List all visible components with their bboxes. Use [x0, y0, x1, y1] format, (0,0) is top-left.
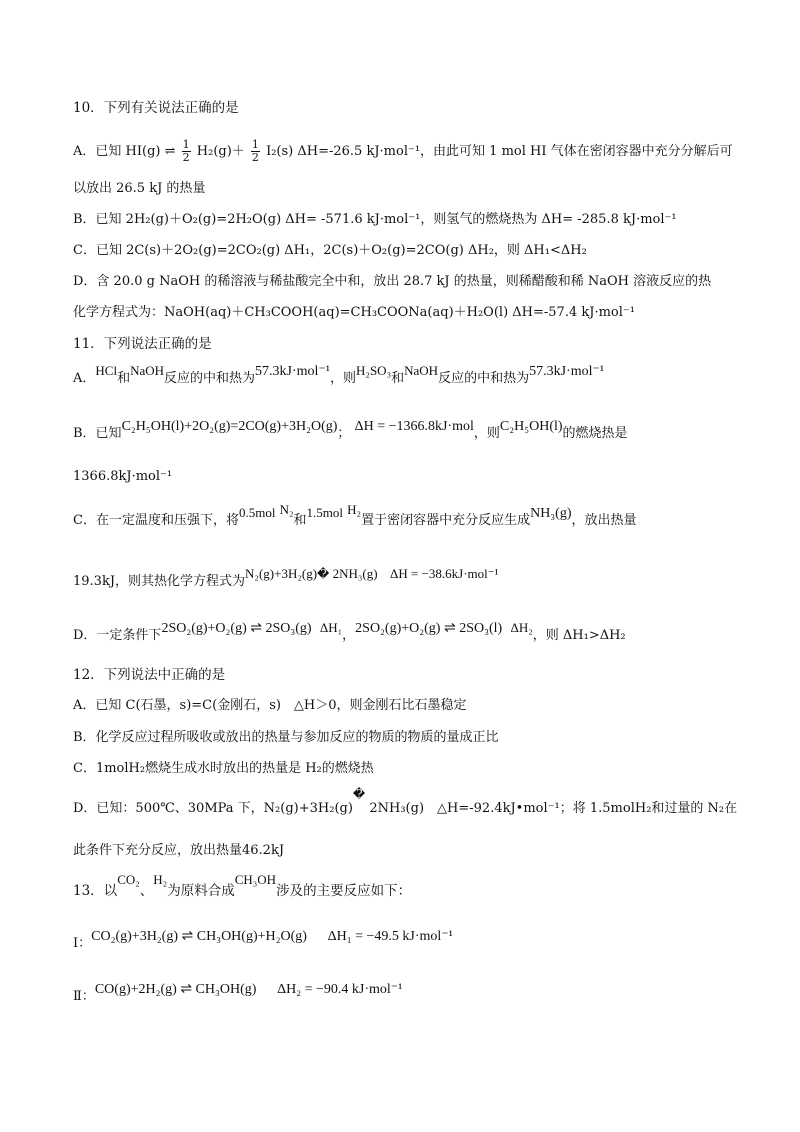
- q12-d-pre: D．已知：500℃、30MPa 下，N₂(g)+3H₂(g): [73, 801, 353, 816]
- q11-b-then: ，则: [473, 426, 500, 441]
- q10-a-continued: 以放出 26.5 kJ 的热量: [73, 181, 206, 196]
- value-neutralization-heat: 57.3kJ·mol⁻¹: [529, 364, 605, 379]
- q11-option-b: [73, 419, 628, 443]
- q10-a-pre: A．已知 HI(g) ⇌: [73, 144, 180, 159]
- q10-a-mid1: H₂(g)＋: [196, 144, 245, 159]
- q13-stem-text3: 涉及的主要反应如下：: [276, 883, 412, 899]
- frac-den: 2: [251, 151, 259, 164]
- enthalpy-symbol: ΔH₂: [510, 620, 533, 635]
- q12-stem: 12．下列说法中正确的是: [73, 667, 226, 683]
- formula-ethanol: C₂H₅OH(l): [499, 419, 563, 434]
- q11-c-and: 和: [293, 513, 307, 528]
- amount-h2: 1.5mol: [306, 505, 343, 520]
- q10-a-mid2: I₂(s) ΔH=-26.5 kJ·mol⁻¹，由此可知 1 mol HI 气体在密闭容器中充分分解后可: [266, 144, 733, 159]
- q11-b-text: 的燃烧热是: [562, 426, 628, 441]
- amount-n2: 0.5mol: [238, 505, 276, 520]
- q11-c-cont-text: 19.3kJ，则其热化学方程式为: [73, 574, 246, 589]
- unknown-glyph: �: [352, 787, 366, 801]
- q11-a-label: A．: [73, 371, 96, 386]
- equation-so3-gas: 2SO₂(g)+O₂(g) ⇌ 2SO₃(g): [161, 621, 312, 636]
- formula-hcl: HCl: [95, 363, 118, 378]
- q12-d-post: 2NH₃(g) △H=-92.4kJ•mol⁻¹；将 1.5molH₂和过量的 N₂在: [365, 801, 738, 816]
- q11-c-continued: [73, 566, 499, 591]
- enthalpy-value: ΔH₂ = −90.4 kJ·mol⁻¹: [277, 982, 403, 997]
- q10-d-continued: 化学方程式为：NaOH(aq)＋CH₃COOH(aq)=CH₃COONa(aq)＋H₂O(l) ΔH=-57.4 kJ·mol⁻¹: [73, 305, 635, 320]
- q10-option-d: D．含 20.0 g NaOH 的稀溶液与稀盐酸完全中和，放出 28.7 kJ 的热量，则稀醋酸和稀 NaOH 溶液反应的热: [73, 274, 712, 289]
- q10-option-b: B．已知 2H₂(g)＋O₂(g)=2H₂O(g) ΔH= -571.6 kJ·mol⁻¹，则氢气的燃烧热为 ΔH= -285.8 kJ·mol⁻¹: [73, 212, 677, 227]
- separator: ，: [342, 628, 356, 643]
- q12-option-a: A．已知 C(石墨，s)=C(金刚石，s) △H＞0，则金刚石比石墨稳定: [73, 698, 467, 713]
- q13-stem-text: 13．以: [73, 883, 118, 899]
- fraction-half: [251, 139, 260, 164]
- q12-option-d: [73, 787, 738, 818]
- value-neutralization-heat: 57.3kJ·mol⁻¹: [255, 364, 331, 379]
- separator: 、: [139, 883, 154, 899]
- equation-ammonia: N₂(g)+3H₂(g): [245, 566, 318, 581]
- formula-n2: N₂: [279, 502, 294, 517]
- formula-naoh: NaOH: [130, 363, 165, 378]
- q11-c-text: 置于密闭容器中充分反应生成: [361, 513, 531, 528]
- q11-c-text2: ，放出热量: [571, 513, 637, 528]
- frac-num: 1: [251, 138, 259, 151]
- q11-a-then: ，则: [330, 371, 357, 386]
- q13-stem: [73, 872, 412, 900]
- separator: ；: [337, 426, 351, 441]
- equation-ammonia-product: 2NH₃(g): [329, 566, 378, 581]
- q11-c-label: C．在一定温度和压强下，将: [73, 513, 239, 528]
- formula-h2: H₂: [347, 502, 362, 517]
- q13-reaction-2: [73, 982, 403, 1006]
- q12-d-continued: 此条件下充分反应，放出热量46.2kJ: [73, 843, 285, 858]
- q10-option-c: C．已知 2C(s)＋2O₂(g)=2CO₂(g) ΔH₁，2C(s)＋O₂(g)=2CO(g) ΔH₂，则 ΔH₁<ΔH₂: [73, 243, 587, 258]
- q11-a-and2: 和: [391, 371, 405, 386]
- frac-den: 2: [182, 151, 190, 164]
- equation-co2-hydrogenation: CO₂(g)+3H₂(g) ⇌ CH₃OH(g)+H₂O(g): [91, 929, 307, 944]
- enthalpy-value: ΔH = −1366.8kJ·mol: [354, 419, 474, 434]
- formula-h2so3: H₂SO₃: [356, 363, 392, 378]
- q11-option-c: [73, 502, 637, 530]
- q12-option-c: C．1molH₂燃烧生成水时放出的热量是 H₂的燃烧热: [73, 761, 374, 776]
- formula-h2: H₂: [153, 872, 168, 887]
- q11-b-continued: 1366.8kJ·mol⁻¹: [73, 469, 173, 484]
- q11-a-text2: 反应的中和热为: [438, 371, 530, 386]
- formula-naoh: NaOH: [404, 363, 439, 378]
- q12-option-b: B．化学反应过程所吸收或放出的热量与参加反应的物质的物质的量成正比: [73, 730, 499, 745]
- equation-ethanol-combustion: C₂H₅OH(l)+2O₂(g)=2CO(g)+3H₂O(g): [121, 419, 338, 434]
- enthalpy-symbol: ΔH₁: [319, 620, 343, 635]
- formula-nh3: NH₃(g): [530, 506, 572, 521]
- enthalpy-value: ΔH₁ = −49.5 kJ·mol⁻¹: [327, 929, 453, 944]
- equation-so3-liquid: 2SO₂(g)+O₂(g) ⇌ 2SO₃(l): [355, 621, 503, 636]
- q10-stem: 10．下列有关说法正确的是: [73, 100, 239, 116]
- formula-co2: CO₂: [117, 872, 140, 887]
- formula-methanol: CH₃OH: [234, 872, 277, 887]
- unknown-glyph: �: [317, 567, 330, 581]
- enthalpy-value: ΔH = −38.6kJ·mol⁻¹: [389, 566, 499, 581]
- q11-a-and: 和: [117, 371, 131, 386]
- equation-co-hydrogenation: CO(g)+2H₂(g) ⇌ CH₃OH(g): [94, 982, 257, 997]
- frac-num: 1: [182, 138, 190, 151]
- q13-stem-text2: 为原料合成: [167, 883, 235, 899]
- q11-a-text: 反应的中和热为: [164, 371, 256, 386]
- q11-b-label: B．已知: [73, 426, 122, 441]
- q11-d-conclusion: ，则 ΔH₁>ΔH₂: [532, 628, 626, 643]
- q13-reaction-1: [73, 929, 453, 953]
- reaction-label: Ⅱ：: [73, 989, 95, 1004]
- q11-option-a: [73, 363, 605, 388]
- q11-d-label: D．一定条件下: [73, 628, 162, 643]
- q11-stem: 11．下列说法正确的是: [73, 336, 212, 352]
- reaction-label: Ⅰ：: [73, 936, 92, 951]
- fraction-half: [182, 139, 191, 164]
- q10-option-a: [73, 139, 733, 164]
- q11-option-d: [73, 620, 626, 645]
